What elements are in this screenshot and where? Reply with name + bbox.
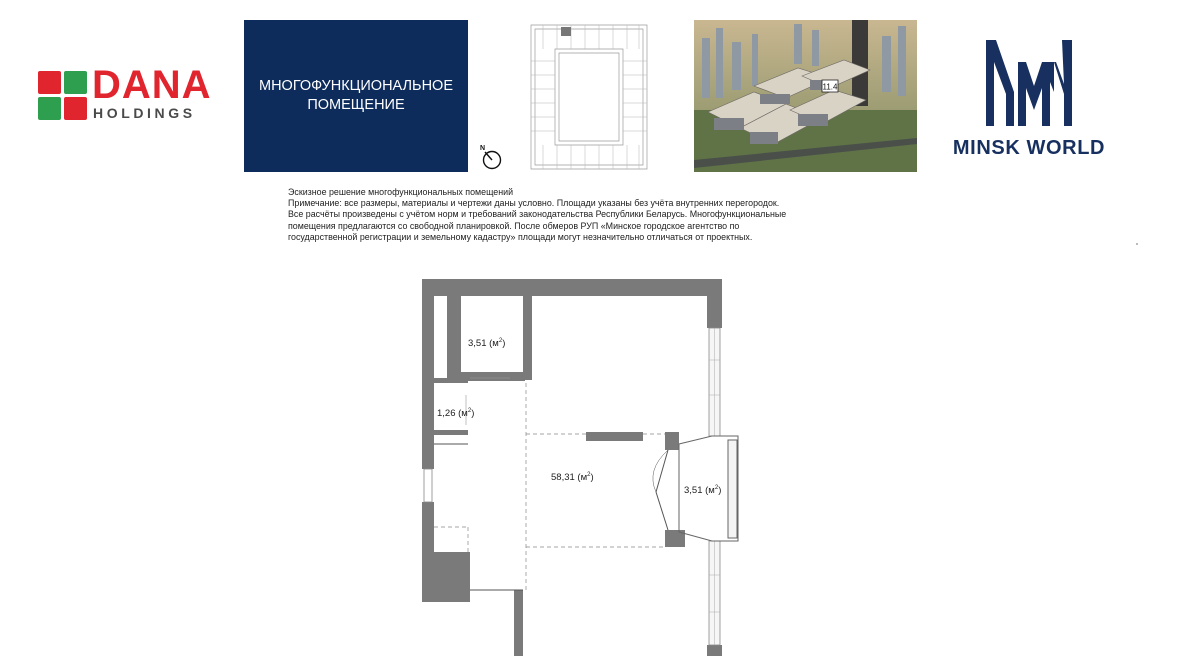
note-line: Эскизное решение многофункциональных помещений [288,187,514,197]
room-area-main: 58,31 $(м^2)$ [551,472,594,484]
note-line: Все расчёты произведены с учётом норм и требований законодательства Республики Беларусь. Многофункциональные [288,209,787,220]
dana-holdings-logo [38,63,230,123]
site-plan-image [527,21,651,173]
wall-storage-bottom [447,372,525,381]
window-right-upper [709,328,720,436]
premises-title-box [244,20,468,172]
wall-top [422,279,722,296]
dana-logo-subtitle: HOLDINGS [93,105,196,121]
wall-storage-right [523,296,532,380]
disclaimer-note [288,187,908,243]
wall-left-upper [422,279,434,469]
minsk-world-logo [934,32,1124,164]
loggia-window [728,440,737,538]
wall-right-upper [707,279,722,328]
note-line: государственной регистрации и земельному кадастру» площади могут незначительно отличаться от проектных. [288,231,753,242]
premises-title-line-2: ПОМЕЩЕНИЕ [307,97,405,113]
pillar-upper [665,432,679,450]
compass-icon [478,142,504,170]
premises-title [259,77,453,115]
render-building-marker: 11.4 [822,82,838,92]
wall-storage-left [447,296,461,378]
window-left [424,469,432,502]
pillar-lower [665,530,685,547]
note-line: Примечание: все размеры, материалы и чертежи даны условно. Площади указаны без учёта внутренних перегородок. [288,198,780,209]
room-area-storage: 3,51 $(м^2)$ [468,338,506,350]
wall-wc-top [432,378,468,383]
wall-bottom-left [422,552,470,602]
stray-dot [1136,243,1138,245]
dana-logo-squares [38,71,88,121]
room-area-wc: 1,26 $(м^2)$ [437,408,475,420]
wall-bottom-inner [514,590,523,656]
compass-north-letter: N [480,145,486,152]
dana-logo-word: DANA [92,63,212,107]
window-right-lower [709,541,720,645]
wall-wc-bottom [432,430,468,435]
note-line: помещения предлагаются со свободной планировкой. После обмеров РУП «Минское городское агентство по [288,220,740,231]
premises-title-line-1: МНОГОФУНКЦИОНАЛЬНОЕ [259,78,453,94]
minsk-world-emblem [934,32,1124,132]
minsk-world-wordmark: MINSK WORLD [952,137,1106,159]
room-area-loggia: 3,51 $(м^2)$ [684,485,722,497]
wall-left-lower [422,502,434,602]
wall-right-lower [707,645,722,656]
partition-stub [586,432,643,441]
complex-render-image [694,20,917,172]
